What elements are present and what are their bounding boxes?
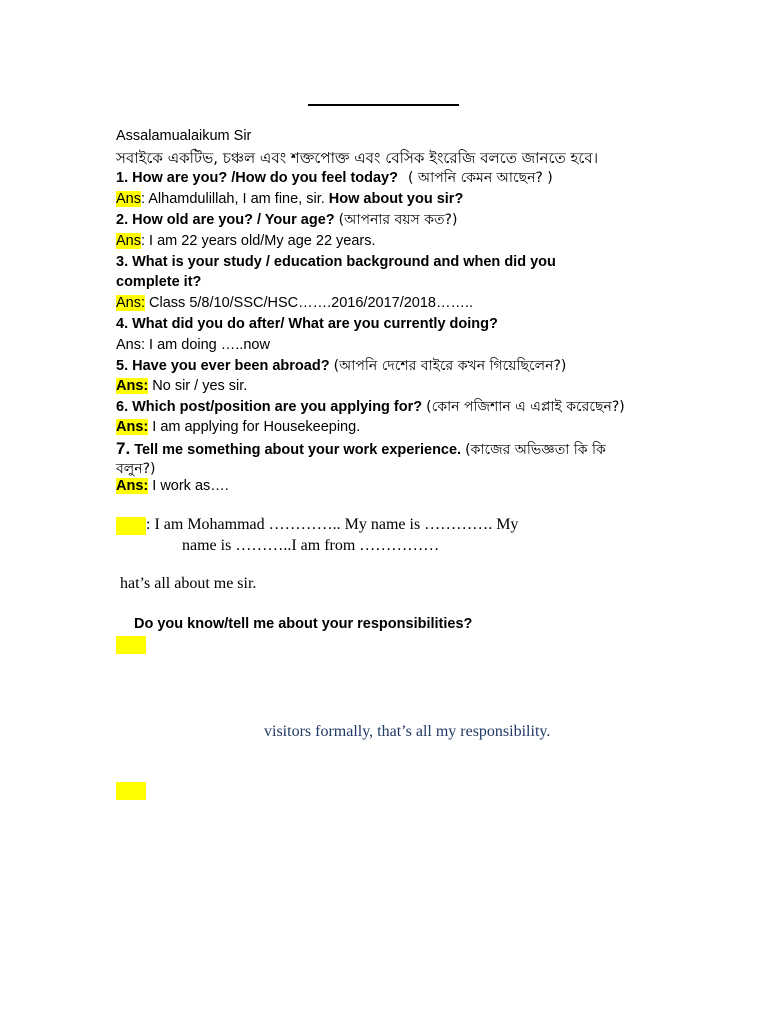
answer-1 [116, 190, 463, 208]
responsibility-line: visitors formally, that’s all my responsibility. [264, 723, 551, 740]
answer-7-text: I work as…. [148, 478, 229, 494]
question-7 [116, 440, 606, 459]
question-7-bengali-cont: বলুন?) [116, 461, 156, 477]
highlight-block [116, 517, 146, 535]
answer-label: Ans: [116, 378, 149, 394]
question-3-line-2: complete it? [116, 274, 202, 290]
question-2-text: 2. How old are you? / Your age? [116, 212, 335, 228]
answer-label: Ans: [116, 419, 149, 435]
highlight-block [116, 636, 146, 654]
answer-label: Ans: [116, 478, 149, 494]
answer-2 [116, 232, 376, 250]
question-2 [116, 211, 457, 229]
question-4: 4. What did you do after/ What are you currently doing? [116, 316, 498, 332]
answer-1-bold-tail: How about you sir? [328, 191, 464, 207]
answer-label: Ans [116, 233, 141, 249]
greeting: Assalamualaikum Sir [116, 128, 252, 144]
question-2-bengali: (আপনার বয়স কত?) [338, 212, 458, 228]
question-6 [116, 398, 625, 416]
answer-6 [116, 418, 360, 436]
answer-2-text: : I am 22 years old/My age 22 years. [141, 233, 376, 249]
answer-1-text: : Alhamdulillah, I am fine, sir. [141, 191, 329, 207]
closing-line: hat’s all about me sir. [120, 575, 257, 592]
answer-7 [116, 477, 229, 495]
question-5-text: 5. Have you ever been abroad? [116, 358, 330, 374]
highlight-block [116, 782, 146, 800]
answer-5 [116, 377, 247, 395]
question-5-bengali: (আপনি দেশের বাইরে কখন গিয়েছিলেন?) [333, 358, 567, 374]
question-3-line-1: 3. What is your study / education background and when did you [116, 254, 556, 270]
answer-5-text: No sir / yes sir. [148, 378, 248, 394]
question-7-number: 7. [116, 439, 131, 458]
intro-line-2: name is ………..I am from …………… [182, 537, 440, 554]
question-8: Do you know/tell me about your responsibilities? [134, 616, 473, 632]
instruction-bengali: সবাইকে একটিভ, চঞ্চল এবং শক্তপোক্ত এবং বেসিক ইংরেজি বলতে জানতে হবে। [116, 149, 599, 167]
top-rule [308, 104, 459, 106]
answer-label: Ans: [116, 295, 146, 311]
question-5 [116, 357, 566, 375]
question-1 [116, 169, 553, 187]
question-7-bengali: (কাজের অভিজ্ঞতা কি কি [465, 442, 606, 458]
question-6-text: 6. Which post/position are you applying for? [116, 399, 423, 415]
question-1-text: 1. How are you? /How do you feel today? [116, 170, 398, 186]
answer-6-text: I am applying for Housekeeping. [148, 419, 361, 435]
answer-label: Ans [116, 191, 141, 207]
answer-3 [116, 294, 473, 312]
question-1-bengali: ( আপনি কেমন আছেন? ) [408, 170, 553, 186]
question-6-bengali: (কোন পজিশান এ এপ্লাই করেছেন?) [426, 399, 625, 415]
answer-3-text: Class 5/8/10/SSC/HSC…….2016/2017/2018…….. [145, 295, 474, 311]
answer-4: Ans: I am doing …..now [116, 337, 270, 353]
intro-line-1: : I am Mohammad ………….. My name is …………. My [146, 516, 519, 533]
question-7-text: Tell me something about your work experience. [130, 442, 462, 458]
